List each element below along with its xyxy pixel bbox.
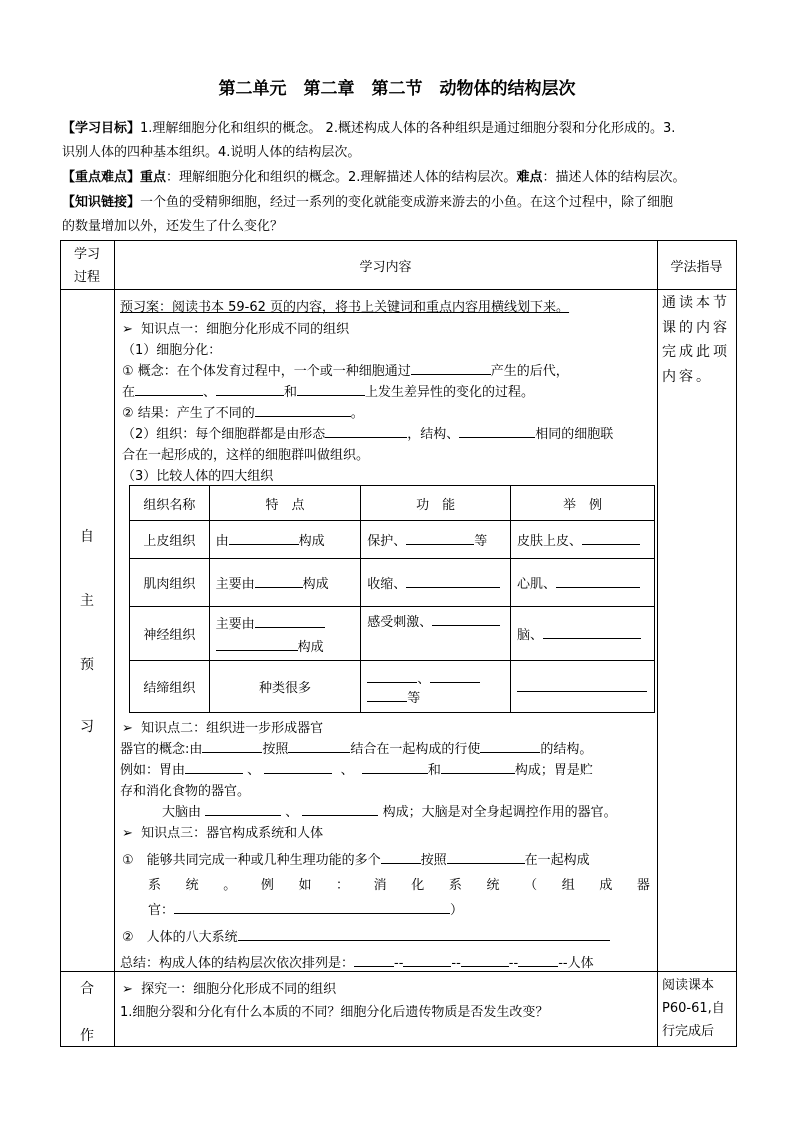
th-name: 组织名称 <box>130 486 210 521</box>
tissue-b: ，结构、 <box>407 427 460 442</box>
organ-b: 按照 <box>262 742 289 757</box>
blank[interactable] <box>255 403 351 417</box>
summary-sep: -- <box>451 956 461 971</box>
concept-a: ① 概念：在个体发育过程中，一个或一种细胞通过 <box>122 364 411 379</box>
blank[interactable] <box>202 739 262 753</box>
blank[interactable] <box>255 614 325 628</box>
sys-char: 统 <box>486 878 500 893</box>
sys-char: 组 <box>561 878 575 893</box>
row-example <box>510 661 654 713</box>
keypoints-key-text: ：理解细胞分化和组织的概念。2.理解描述人体的结构层次。 <box>166 170 517 185</box>
blank[interactable] <box>480 739 540 753</box>
blank[interactable] <box>216 637 298 651</box>
func-b: 等 <box>474 534 488 549</box>
row-feature <box>209 521 361 559</box>
row-feature <box>209 607 361 661</box>
brain-b: 、 <box>285 805 299 820</box>
ex-c: 、 <box>340 763 354 778</box>
table-row <box>130 607 655 661</box>
preview-instruction: 预习案：阅读书本 59-62 页的内容，将书上关键词和重点内容用横线划下来。 <box>120 300 570 315</box>
eight-systems-line <box>122 926 610 945</box>
organ-c: 结合在一起构成的行使 <box>350 742 481 757</box>
sys-char: （ <box>524 878 538 893</box>
blank[interactable] <box>229 531 299 545</box>
knowledge-point-2: ➢ 知识点二：组织进一步形成器官 <box>122 721 324 736</box>
summary-line <box>120 952 594 971</box>
brain-line <box>162 801 617 820</box>
th-function: 功 能 <box>361 486 511 521</box>
concept-b: 产生的后代， <box>490 364 569 379</box>
link-text: 一个鱼的受精卵细胞，经过一系列的变化就能变成游来游去的小鱼。在这个过程中，除了细胞 <box>140 195 674 210</box>
sys-f: ） <box>450 903 464 918</box>
feature-b: 构成 <box>298 534 325 549</box>
objectives-text: 1.理解细胞分化和组织的概念。 2.概述构成人体的各种组织是通过细胞分裂和分化形成的。3. <box>140 121 676 136</box>
row-function <box>361 521 511 559</box>
tissue-table-header <box>130 486 655 521</box>
sys-char: 系 <box>448 878 462 893</box>
blank[interactable] <box>406 574 500 588</box>
func-a: 收缩、 <box>367 577 407 592</box>
example-text: 脑、 <box>516 628 543 643</box>
th-feature: 特 点 <box>209 486 361 521</box>
summary-end: --人体 <box>558 956 594 971</box>
link-label: 【知识链接】 <box>62 195 141 210</box>
sys-a: ① 能够共同完成一种或几种生理功能的多个 <box>122 853 381 868</box>
blank[interactable] <box>354 953 394 967</box>
concept-line-2 <box>122 381 534 400</box>
header-content: 学习内容 <box>359 260 412 275</box>
sys-e: 官： <box>148 903 175 918</box>
kp3-text: 知识点三：器官构成系统和人体 <box>141 826 324 841</box>
summary-sep: -- <box>394 956 404 971</box>
summary-text: 总结：构成人体的结构层次依次排列是： <box>120 956 355 971</box>
row-function <box>361 559 511 607</box>
guide-1-line-2: 课的内容 <box>662 319 730 336</box>
blank[interactable] <box>362 760 428 774</box>
blank[interactable] <box>238 927 610 941</box>
system-line-1 <box>122 849 590 868</box>
blank[interactable] <box>288 739 350 753</box>
result-a: ② 结果：产生了不同的 <box>122 406 255 421</box>
sys-c: 在一起构成 <box>524 853 590 868</box>
eight-text: ② 人体的八大系统 <box>122 930 238 945</box>
row-feature: 种类很多 <box>209 661 361 713</box>
guide-1-line-3: 完成此项 <box>662 344 730 360</box>
blank[interactable] <box>461 953 509 967</box>
blank[interactable] <box>430 669 480 683</box>
sys-char: 如 <box>298 878 312 893</box>
sys-char: 器 <box>636 878 650 893</box>
side-label-1: 自 <box>80 529 94 545</box>
tissue-table <box>129 485 655 713</box>
row-function <box>361 607 511 661</box>
page-title: 第二单元 第二章 第二节 动物体的结构层次 <box>218 79 576 99</box>
row-name: 神经组织 <box>130 607 210 661</box>
brain-a: 大脑由 <box>162 805 202 820</box>
func-a: 保护、 <box>367 534 407 549</box>
header-process-2: 过程 <box>73 270 100 285</box>
blank[interactable] <box>582 531 640 545</box>
func-a: 感受刺激、 <box>367 615 433 630</box>
cell-diff-title: （1）细胞分化： <box>122 343 222 358</box>
inquiry-1: ➢ 探究一：细胞分化形成不同的组织 <box>122 982 337 997</box>
blank[interactable] <box>441 760 515 774</box>
tissue-a: （2）组织：每个细胞群都是由形态 <box>122 427 326 442</box>
link-line-1 <box>62 190 734 215</box>
concept-d: 、 <box>203 385 217 400</box>
side-label-4: 习 <box>80 719 94 735</box>
blank[interactable] <box>302 802 378 816</box>
organ-d: 的结构。 <box>540 742 593 757</box>
func-b: 等 <box>407 690 421 706</box>
blank[interactable] <box>264 760 332 774</box>
table-row <box>130 559 655 607</box>
guide-1-line-1: 通读本节 <box>662 295 730 311</box>
blank[interactable] <box>135 382 203 396</box>
feature-a: 主要由 <box>215 577 255 592</box>
header-process-1: 学习 <box>73 247 100 262</box>
compare-title: （3）比较人体的四大组织 <box>122 469 274 484</box>
feature-b: 构成 <box>302 577 329 592</box>
blank[interactable] <box>459 424 535 438</box>
example-line-1 <box>120 759 593 778</box>
row-feature <box>209 559 361 607</box>
blank[interactable] <box>517 678 647 692</box>
keypoints-hard-text: ：描述人体的结构层次。 <box>542 170 686 185</box>
row-example <box>510 521 654 559</box>
blank[interactable] <box>367 669 417 683</box>
blank[interactable] <box>411 361 491 375</box>
sys-char: 统 <box>185 878 199 893</box>
side-label-2: 主 <box>80 593 94 609</box>
knowledge-point-3: ➢ 知识点三：器官构成系统和人体 <box>122 826 324 841</box>
ex-d: 和 <box>427 763 441 778</box>
ex-e: 构成；胃是贮 <box>514 763 593 778</box>
inquiry-text: 探究一：细胞分化形成不同的组织 <box>141 982 337 997</box>
keypoints-label: 【重点难点】 <box>62 170 141 185</box>
example-text: 皮肤上皮、 <box>516 534 582 549</box>
table-row <box>130 521 655 559</box>
sys-char: 系 <box>148 878 162 893</box>
row-example <box>510 559 654 607</box>
keypoints-key: 重点 <box>140 170 167 185</box>
blank[interactable] <box>367 688 407 702</box>
row-name: 上皮组织 <box>130 521 210 559</box>
concept-e: 和 <box>284 385 298 400</box>
table-row <box>130 661 655 713</box>
summary-sep: -- <box>508 956 519 971</box>
objectives-label: 【学习目标】 <box>62 121 141 136</box>
sys-char: ： <box>336 878 350 893</box>
blank[interactable] <box>216 382 284 396</box>
sys-char: 成 <box>599 878 613 893</box>
example-text: 心肌、 <box>516 577 556 592</box>
blank[interactable] <box>325 424 407 438</box>
brain-c: 构成；大脑是对全身起调控作用的器官。 <box>382 805 617 820</box>
blank[interactable] <box>543 625 641 639</box>
concept-c: 在 <box>122 385 136 400</box>
guide-1-line-4: 内容。 <box>662 368 713 385</box>
link-line-2: 的数量增加以外，还发生了什么变化？ <box>62 219 284 234</box>
sys-char: 例 <box>260 878 274 893</box>
result-b: 。 <box>350 406 364 421</box>
kp1-text: 知识点一：细胞分化形成不同的组织 <box>141 322 350 337</box>
concept-f: 上发生差异性的变化的过程。 <box>365 385 535 400</box>
objectives-line-1 <box>62 116 734 141</box>
sys-char: 。 <box>223 878 237 893</box>
side-label-3: 预 <box>80 657 94 673</box>
blank[interactable] <box>297 382 365 396</box>
tissue-line-1 <box>122 423 613 442</box>
organ-line <box>120 738 592 757</box>
row-name: 结缔组织 <box>130 661 210 713</box>
example-line-2: 存和消化食物的器官。 <box>120 784 251 799</box>
ex-b: 、 <box>247 763 261 778</box>
tissue-line-2: 合在一起形成的，这样的细胞群叫做组织。 <box>122 448 370 463</box>
side-label-5: 合 <box>80 981 94 997</box>
blank[interactable] <box>205 802 281 816</box>
kp2-text: 知识点二：组织进一步形成器官 <box>141 721 324 736</box>
row-example <box>510 607 654 661</box>
blank[interactable] <box>403 953 451 967</box>
system-line-3 <box>148 899 463 918</box>
sys-b: 按照 <box>420 853 447 868</box>
th-example: 举 例 <box>510 486 654 521</box>
blank[interactable] <box>432 612 500 626</box>
blank[interactable] <box>185 760 243 774</box>
blank[interactable] <box>556 574 640 588</box>
side-label-6: 作 <box>80 1028 94 1044</box>
func-a: 、 <box>417 671 431 687</box>
row-function <box>361 661 511 713</box>
system-line-2 <box>148 874 650 893</box>
blank[interactable] <box>447 850 525 864</box>
knowledge-point-1: ➢ 知识点一：细胞分化形成不同的组织 <box>122 322 350 337</box>
guide-2-line-2: P60-61,自 <box>662 1001 725 1016</box>
blank[interactable] <box>406 531 474 545</box>
objectives-line-2: 识别人体的四种基本组织。4.说明人体的结构层次。 <box>62 145 361 160</box>
concept-line-1 <box>122 360 569 379</box>
guide-2 <box>662 974 734 1043</box>
keypoints-hard: 难点 <box>516 170 543 185</box>
feature-b: 构成 <box>297 639 324 655</box>
tissue-c: 相同的细胞联 <box>535 427 614 442</box>
organ-a: 器官的概念:由 <box>120 742 203 757</box>
result-line <box>122 402 364 421</box>
header-guide: 学法指导 <box>670 260 723 275</box>
blank[interactable] <box>518 953 558 967</box>
row-name: 肌肉组织 <box>130 559 210 607</box>
ex-a: 例如：胃由 <box>120 763 186 778</box>
sys-char: 化 <box>411 878 425 893</box>
sys-char: 消 <box>373 878 387 893</box>
keypoints-line <box>62 165 734 190</box>
blank[interactable] <box>381 850 421 864</box>
blank[interactable] <box>255 574 303 588</box>
feature-a: 主要由 <box>215 616 255 632</box>
feature-a: 由 <box>215 534 229 549</box>
question-1: 1.细胞分裂和分化有什么本质的不同？细胞分化后遗传物质是否发生改变？ <box>120 1005 549 1020</box>
guide-2-line-3: 行完成后 <box>662 1024 715 1039</box>
guide-1 <box>662 291 734 389</box>
guide-2-line-1: 阅读课本 <box>662 978 715 993</box>
blank[interactable] <box>174 900 450 914</box>
